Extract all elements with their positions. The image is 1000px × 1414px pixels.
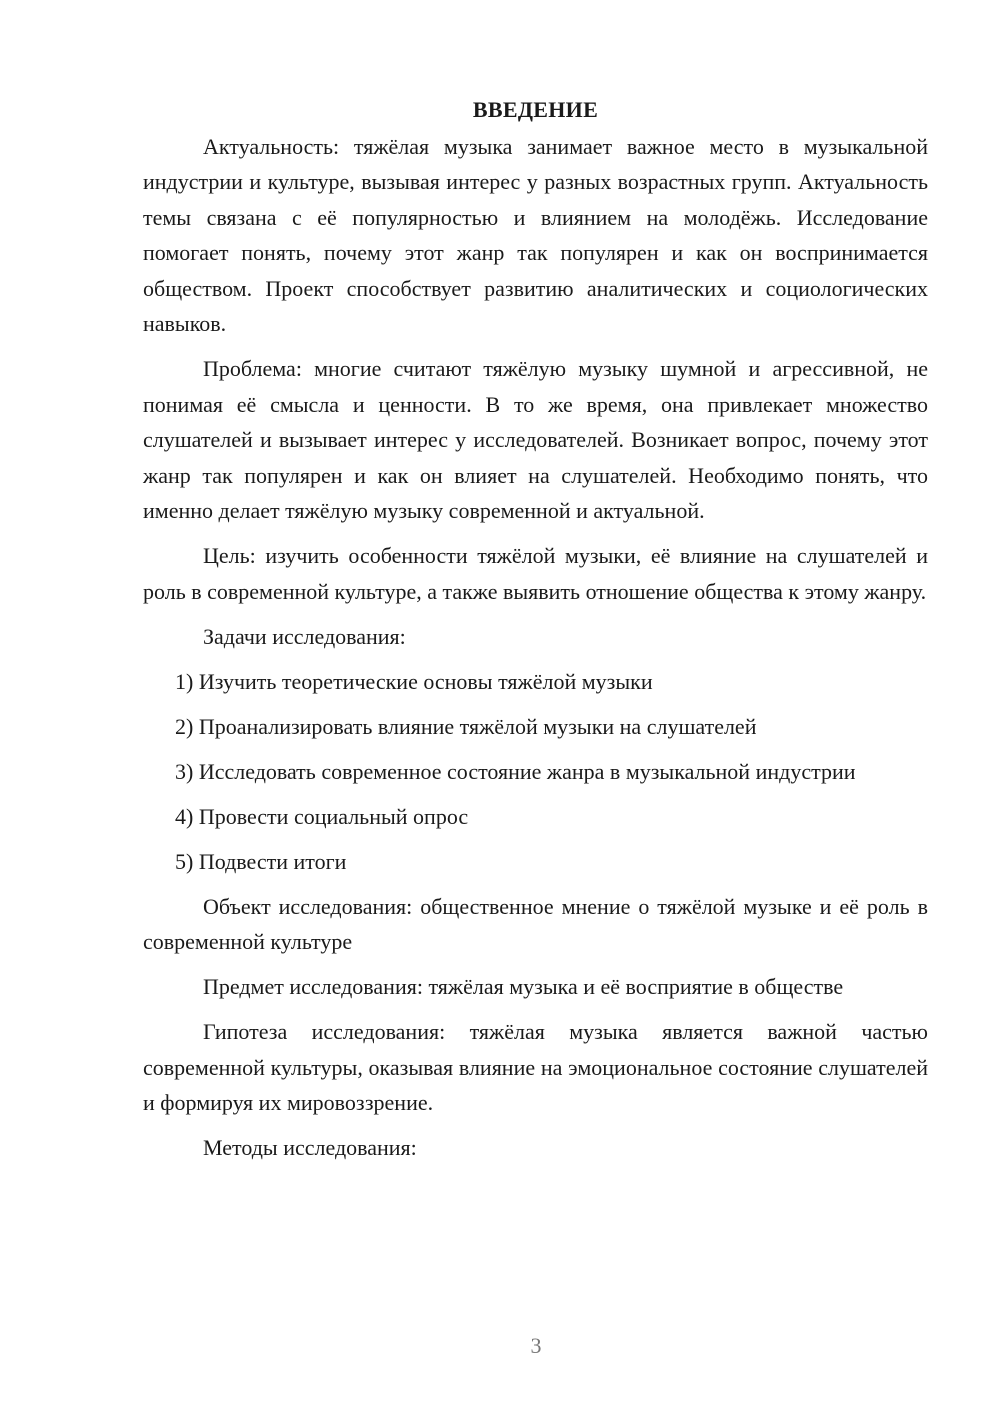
page-number: 3 xyxy=(530,1333,542,1358)
task-item-4: 4) Провести социальный опрос xyxy=(175,803,469,829)
problem-paragraph: Проблема: многие считают тяжёлую музыку шумной и агрессивной, не понимая её смысла и ценности. В то же время, она привлекает множество слушателей и вызывает интерес у исследователей. Возникает вопрос, почему этот жанр так популярен и как он влияет на слушателей. Необходимо понять, что именно делает тяжёлую музыку современной и актуальной. xyxy=(143,356,928,523)
task-item-3: 3) Исследовать современное состояние жанра в музыкальной индустрии xyxy=(175,758,856,784)
hypothesis-paragraph: Гипотеза исследования: тяжёлая музыка является важной частью современной культуры, оказывая влияние на эмоциональное состояние слушателей и формируя их мировоззрение. xyxy=(143,1019,928,1115)
document-page xyxy=(143,92,928,1175)
section-title: ВВЕДЕНИЕ xyxy=(472,97,599,122)
tasks-heading: Задачи исследования: xyxy=(203,623,406,649)
task-item-1: 1) Изучить теоретические основы тяжёлой музыки xyxy=(175,668,653,694)
object-paragraph: Объект исследования: общественное мнение о тяжёлой музыке и её роль в современной культуре xyxy=(143,893,928,954)
task-item-2: 2) Проанализировать влияние тяжёлой музыки на слушателей xyxy=(175,713,757,739)
goal-paragraph: Цель: изучить особенности тяжёлой музыки, её влияние на слушателей и роль в современной культуре, а также выявить отношение общества к этому жанру. xyxy=(143,543,928,604)
task-item-5: 5) Подвести итоги xyxy=(175,848,347,874)
methods-heading: Методы исследования: xyxy=(203,1135,417,1160)
relevance-paragraph: Актуальность: тяжёлая музыка занимает важное место в музыкальной индустрии и культуре, вызывая интерес у разных возрастных групп. Актуальность темы связана с её популярностью и влиянием на молодёжь. Исследование помогает понять, почему этот жанр так популярен и как он воспринимается обществом. Проект способствует развитию аналитических и социологических навыков. xyxy=(143,133,928,336)
subject-paragraph: Предмет исследования: тяжёлая музыка и её восприятие в обществе xyxy=(203,974,844,999)
